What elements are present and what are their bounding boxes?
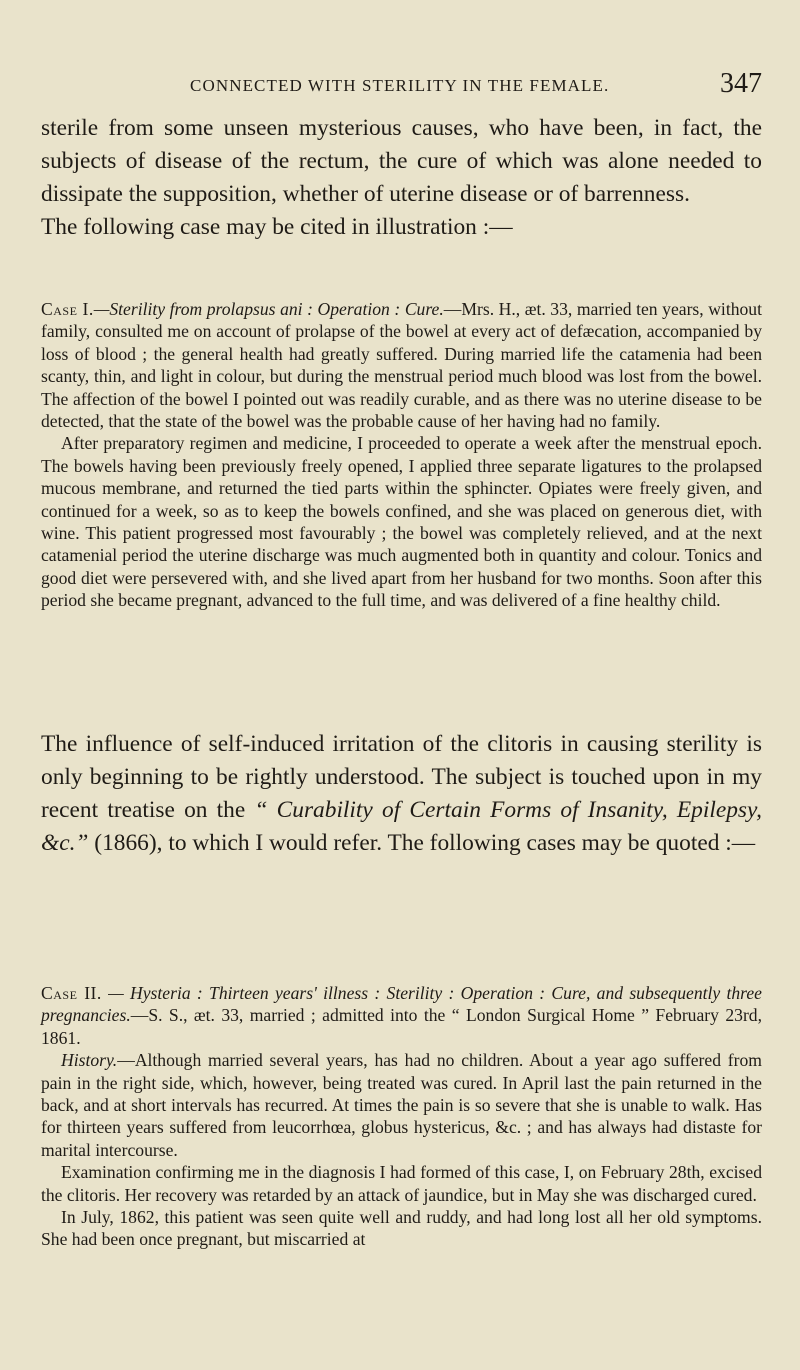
page-number: 347 [720, 68, 762, 99]
history-text: —Although married several years, has had no children. About a year ago suffered from pain in the right side, which, however, being treated was cured. In April last the pain returned in the back, and at short intervals has recurred. At times the pain is so severe that she is unable to walk. Has for thirteen years suffered from leucorrhœa, globus hystericus, &c. ; and has always had distaste for marital intercourse. [41, 1050, 762, 1160]
case-two [41, 982, 762, 1251]
intro-lead-paragraph: The following case may be cited in illustration :— [41, 214, 513, 240]
case-two-paragraph [41, 982, 762, 1049]
case-one-label: Case I. [41, 299, 94, 319]
case-one-treatment: After preparatory regimen and medicine, I proceeded to operate a week after the menstrual epoch. The bowels having been previously freely opened, I applied three separate ligatures to the prolapsed mucous membrane, and returned the tied parts within the sphincter. Opiates were freely given, and continued for a week, so as to keep the bowels confined, and she was placed on generous diet, with wine. This patient progressed most favourably ; the bowel was completely relieved, and at the next catamenial period the uterine discharge was much augmented both in quantity and colour. Tonics and good diet were persevered with, and she lived apart from her husband for two months. Soon after this period she became pregnant, advanced to the full time, and was delivered of a fine healthy child. [41, 433, 762, 611]
case-one [41, 298, 762, 612]
case-two-text: —S. S., æt. 33, married ; admitted into the “ London Surgical Home ” February 23rd, 1861. [41, 1005, 762, 1048]
case-one-title: —Sterility from prolapsus ani : Operation : Cure. [93, 299, 444, 319]
intro-paragraph: sterile from some unseen mysterious causes, who have been, in fact, the subjects of disease of the rectum, the cure of which was alone needed to dissipate the supposition, whether of uterine disease or of barrenness. [41, 115, 762, 207]
case-two-label: Case II. [41, 983, 102, 1003]
case-one-paragraph [41, 298, 762, 432]
case-two-title: — Hysteria : Thirteen years' illness : Sterility : Operation : Cure, and subsequently three pregnancies. [41, 983, 762, 1026]
history-label: History. [61, 1050, 118, 1071]
running-title: CONNECTED WITH STERILITY IN THE FEMALE. [190, 76, 610, 95]
intro-section [41, 112, 762, 244]
case-one-text: —Mrs. H., æt. 33, married ten years, without family, consulted me on account of prolapse of the bowel at every act of defæcation, accompanied by loss of blood ; the general health had greatly suffered. During married life the catamenia had been scanty, thin, and light in colour, but during the menstrual period much blood was lost from the bowel. The affection of the bowel I pointed out was readily curable, and as there was no uterine disease to be detected, that the state of the bowel was the probable cause of her having had no family. [41, 299, 762, 432]
middle-section [41, 728, 762, 860]
case-two-history [41, 1049, 762, 1161]
treatise-title: “ Curability of Certain Forms of Insanity, Epilepsy, &c.” [41, 797, 762, 856]
case-two-followup: In July, 1862, this patient was seen quite well and ruddy, and had long lost all her old symptoms. She had been once pregnant, but miscarried at [41, 1207, 762, 1250]
middle-text-before: The influence of self-induced irritation of the clitoris in causing sterility is only beginning to be rightly understood. The subject is touched upon in my recent treatise on the [41, 731, 762, 823]
case-two-examination: Examination confirming me in the diagnosis I had formed of this case, I, on February 28th, excised the clitoris. Her recovery was retarded by an attack of jaundice, but in May she was discharged cured. [41, 1162, 762, 1205]
middle-paragraph [41, 728, 762, 860]
running-header [190, 68, 762, 99]
middle-text-after: (1866), to which I would refer. The following cases may be quoted :— [88, 830, 756, 856]
